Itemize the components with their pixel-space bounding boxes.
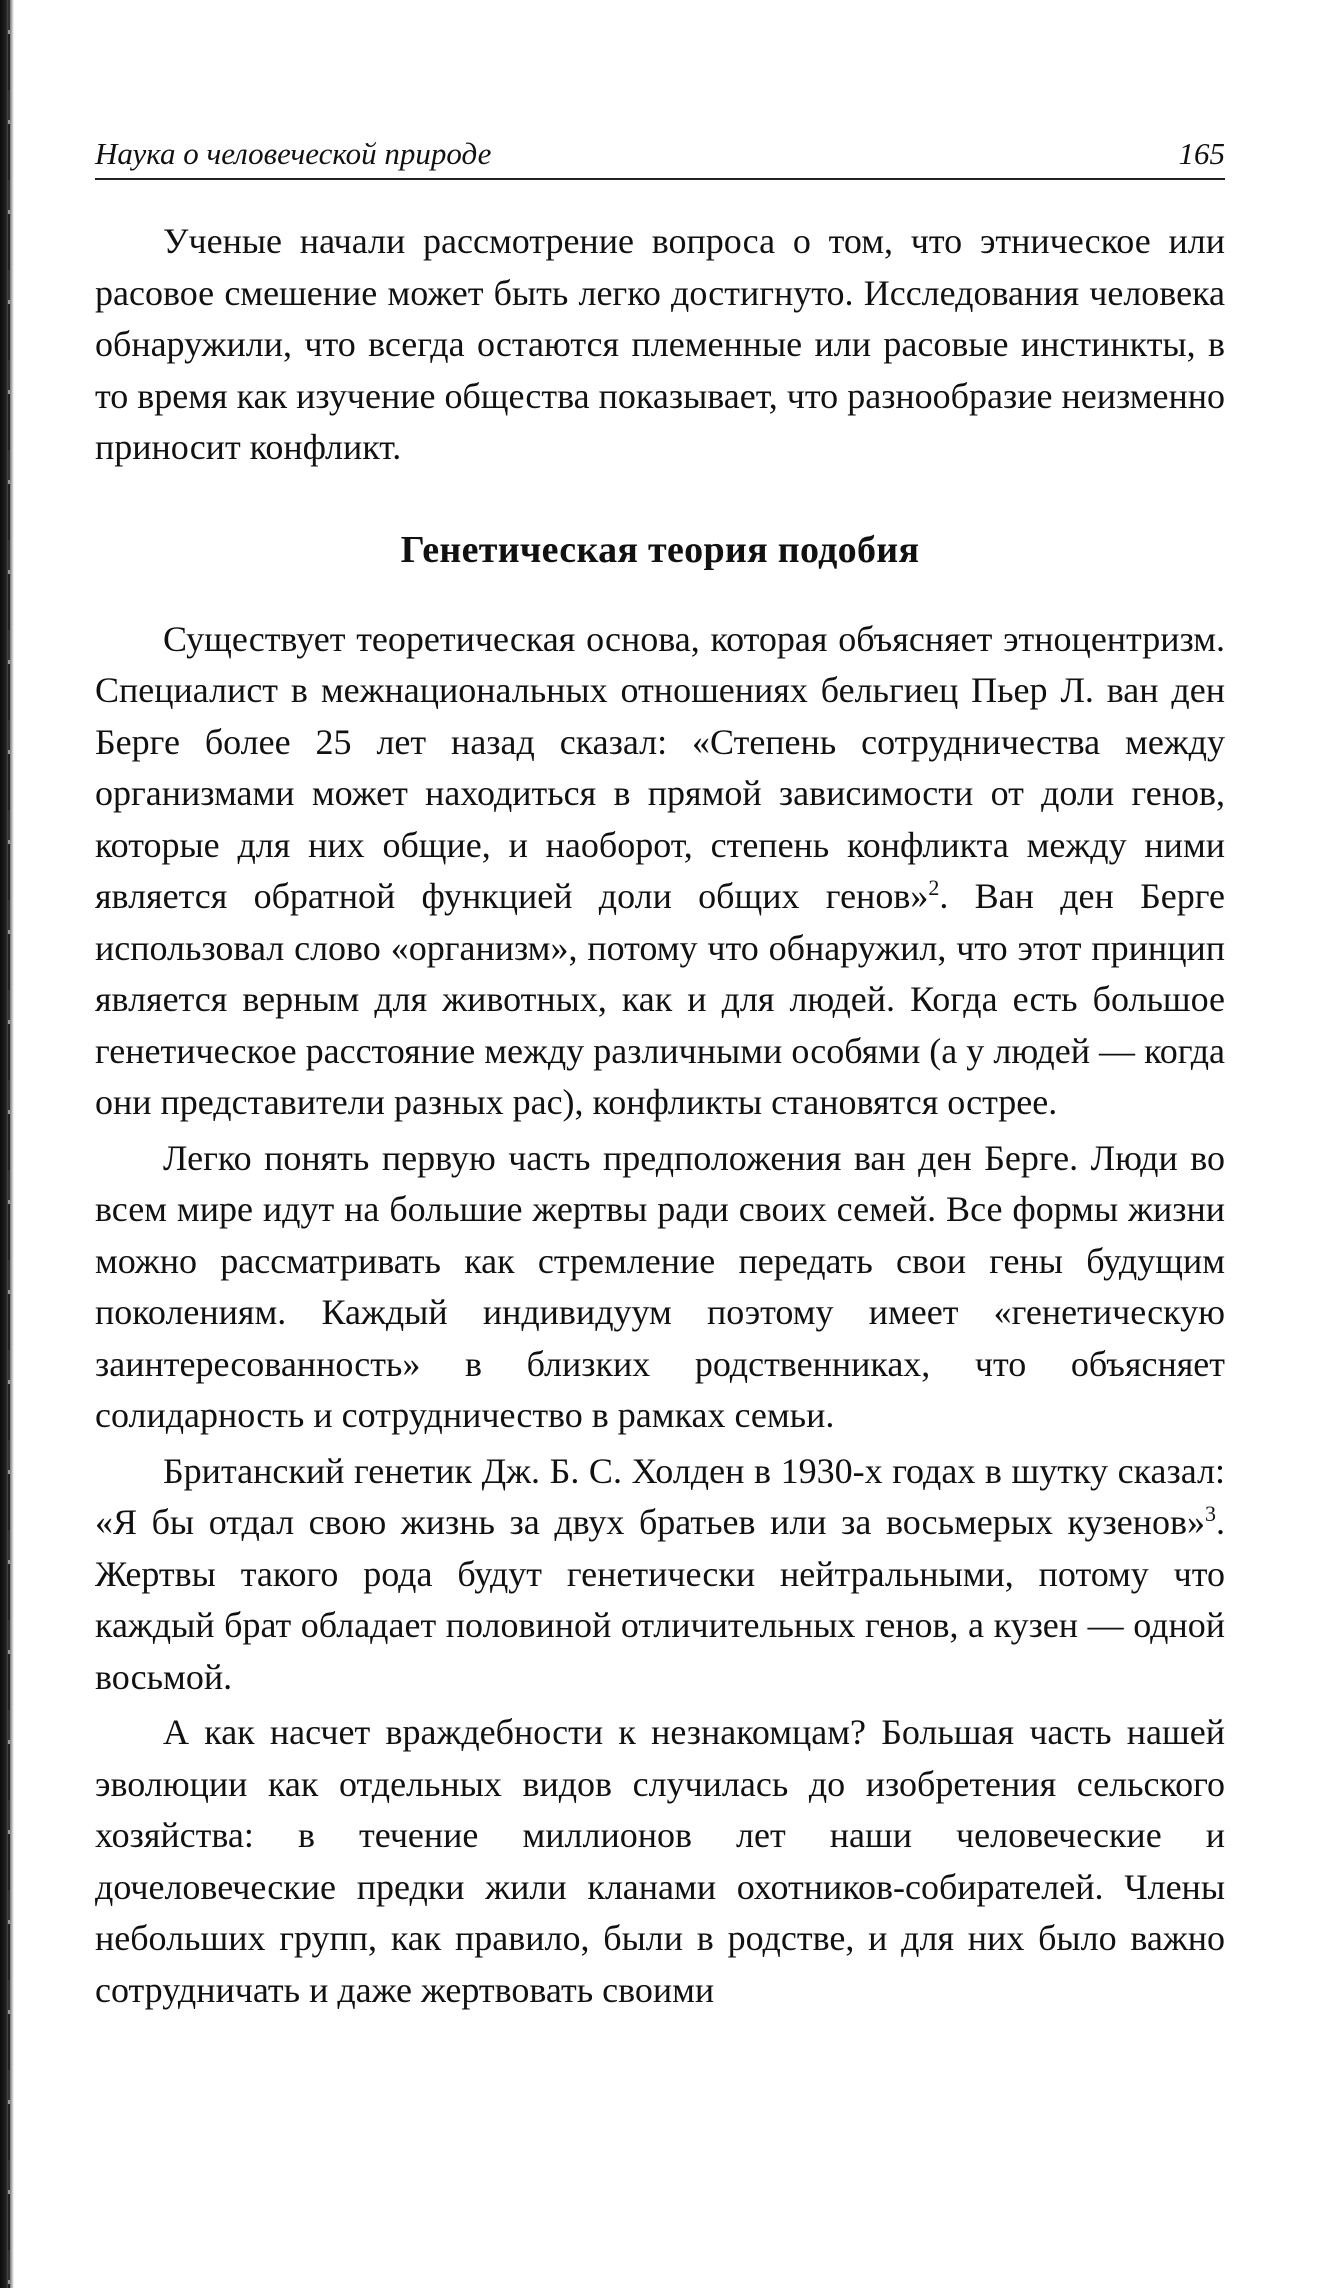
paragraph: Ученые начали рассмотрение вопроса о том, что этническое или расовое смешение может быть легко достигнуто. Исследования человека обнаружили, что всегда остаются племенные или расовые инстинкты, в то время как изучение общества показывает, что разнообразие неизменно приносит конфликт. — [95, 221, 1225, 467]
footnote-marker: 2 — [928, 875, 940, 900]
page-number: 165 — [1178, 136, 1225, 171]
book-spine-shadow — [0, 0, 14, 2288]
book-spine-edge — [8, 0, 10, 2288]
paragraph-text: Британский генетик Дж. Б. С. Холден в 1930-х годах в шутку сказал: «Я бы отдал свою жизнь за двух братьев или за восьмерых кузенов» — [95, 1450, 1225, 1542]
paragraph: А как насчет враждебности к незнакомцам? Большая часть нашей эволюции как отдельных видов случилась до изобретения сельского хозяйства: в течение миллионов лет наши человеческие и дочеловеческие предки жили кланами охотников-собирателей. Члены небольших групп, как правило, были в родстве, и для них было важно сотрудничать и даже жертвовать своими — [95, 1712, 1225, 2010]
section-title: Генетическая теория подобия — [400, 528, 920, 571]
paragraph — [95, 614, 1225, 1129]
running-title: Наука о человеческой природе — [95, 136, 492, 171]
footnote-marker: 3 — [1205, 1501, 1216, 1526]
book-page — [95, 130, 1225, 2016]
body-text — [95, 216, 1225, 2016]
paragraph-text: . Жертвы такого рода будут генетически нейтральными, потому что каждый брат обладает половиной отличительных генов, а кузен — одной восьмой. — [95, 1502, 1225, 1697]
paragraph-text: Существует теоретическая основа, которая объясняет этноцентризм. Специалист в межнациональных отношениях бельгиец Пьер Л. ван ден Берге более 25 лет назад сказал: «Степень сотрудничества между организмами может находиться в прямой зависимости от доли генов, которые для них общие, и наоборот, степень конфликта между ними является обратной функцией доли общих генов» — [95, 618, 1225, 916]
running-header — [95, 130, 1225, 180]
paragraph — [95, 1446, 1225, 1704]
paragraph-text: . Ван ден Берге использовал слово «организм», потому что обнаружил, что этот принцип является верным для животных, как и для людей. Когда есть большое генетическое расстояние между различными особями (а у людей — когда они представители разных рас), конфликты становятся острее. — [95, 876, 1225, 1122]
paragraph: Легко понять первую часть предположения ван ден Берге. Люди во всем мире идут на большие жертвы ради своих семей. Все формы жизни можно рассматривать как стремление передать свои гены будущим поколениям. Каждый индивидуум поэтому имеет «генетическую заинтересованность» в близких родственниках, что объясняет солидарность и сотрудничество в рамках семьи. — [95, 1137, 1225, 1435]
